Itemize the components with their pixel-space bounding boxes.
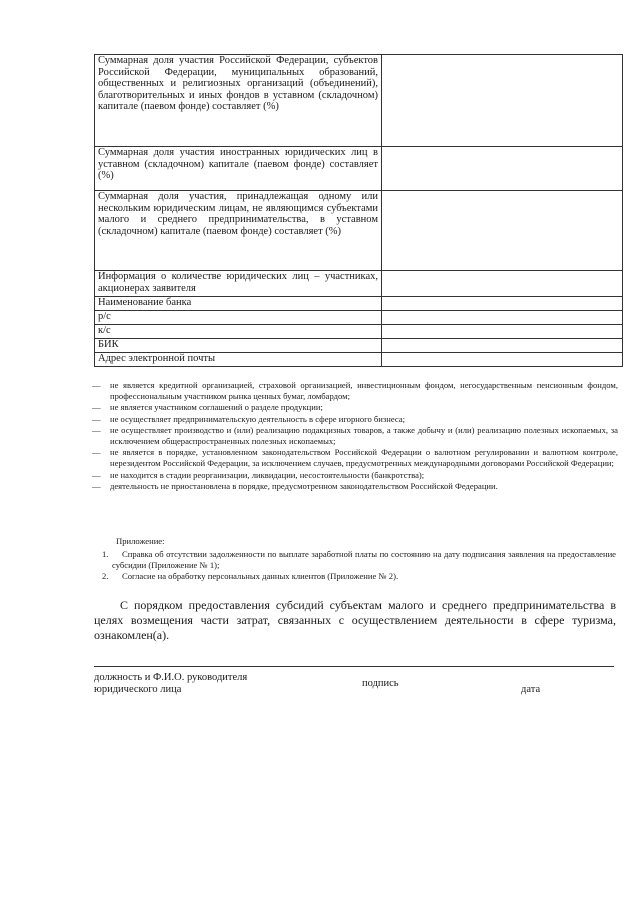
row-value-field[interactable]	[382, 311, 623, 325]
row-value-field[interactable]	[382, 55, 623, 147]
row-value-field[interactable]	[382, 353, 623, 367]
table-row	[95, 297, 623, 311]
date-caption: дата	[521, 684, 541, 695]
row-label: р/с	[95, 311, 382, 325]
row-label: Наименование банка	[95, 297, 382, 311]
table-row	[95, 55, 623, 147]
list-item: — не является в порядке, установленном законодательством Российской Федерации о валютном регулировании и валютном контроле, нерезидентом Российской Федерации, за исключением случаев, предусмотренных международными договорами Российской Федерации;	[92, 447, 618, 469]
row-value-field[interactable]	[382, 297, 623, 311]
row-label: Адрес электронной почты	[95, 353, 382, 367]
eligibility-conditions-list	[92, 380, 618, 492]
applicant-info-table	[94, 54, 623, 367]
signature-line	[94, 666, 614, 667]
appendix-item-text: Справка об отсутствии задолженности по выплате заработной платы по состоянию на дату подписания заявления на предоставление субсидии (Приложение № 1);	[112, 549, 616, 570]
list-item: — не осуществляет предпринимательскую деятельность в сфере игорного бизнеса;	[92, 414, 618, 425]
list-item: — деятельность не приостановлена в порядке, предусмотренном законодательством Российской Федерации.	[92, 481, 618, 492]
row-value-field[interactable]	[382, 271, 623, 297]
position-caption-line: должность и Ф.И.О. руководителя	[94, 672, 248, 683]
row-label: БИК	[95, 339, 382, 353]
row-value-field[interactable]	[382, 191, 623, 271]
list-item	[104, 571, 616, 582]
row-value-field[interactable]	[382, 339, 623, 353]
row-label: Суммарная доля участия Российской Федерации, субъектов Российской Федерации, муниципальных образований, общественных и религиозных организаций (объединений), благотворительных и иных фондов в уставном (складочном) капитале (паевом фонде) составляет (%)	[95, 55, 382, 147]
row-label: Суммарная доля участия иностранных юридических лиц в уставном (складочном) капитале (паевом фонде) составляет (%)	[95, 147, 382, 191]
list-item: — не является кредитной организацией, страховой организацией, инвестиционным фондом, негосударственным пенсионным фондом, профессиональным участником рынка ценных бумаг, ломбардом;	[92, 380, 618, 402]
row-label: Информация о количестве юридических лиц – участниках, акционерах заявителя	[95, 271, 382, 297]
table-row	[95, 325, 623, 339]
appendix-section	[104, 536, 616, 582]
row-value-field[interactable]	[382, 325, 623, 339]
list-item	[104, 549, 616, 571]
agreement-paragraph: С порядком предоставления субсидий субъектам малого и среднего предпринимательства в целях возмещения части затрат, связанных с осуществлением деятельности в сфере туризма, ознакомлен(а).	[94, 598, 616, 642]
list-item: — не находится в стадии реорганизации, ликвидации, несостоятельности (банкротства);	[92, 470, 618, 481]
signature-caption: подпись	[362, 678, 399, 689]
table-row	[95, 353, 623, 367]
table-row	[95, 271, 623, 297]
row-value-field[interactable]	[382, 147, 623, 191]
row-label: к/с	[95, 325, 382, 339]
table-row	[95, 339, 623, 353]
position-caption-line: юридического лица	[94, 684, 182, 695]
position-caption	[94, 672, 247, 696]
list-item: — не является участником соглашений о разделе продукции;	[92, 402, 618, 413]
appendix-title: Приложение:	[116, 536, 165, 546]
table-row	[95, 311, 623, 325]
table-row	[95, 147, 623, 191]
list-item: — не осуществляет производство и (или) реализацию подакцизных товаров, а также добычу и (или) реализацию полезных ископаемых, за исключением общераспространенных полезных ископаемых;	[92, 425, 618, 447]
appendix-item-number: 1.	[102, 549, 109, 559]
appendix-item-text: Согласие на обработку персональных данных клиентов (Приложение № 2).	[122, 571, 399, 581]
appendix-item-number: 2.	[102, 571, 109, 581]
table-row	[95, 191, 623, 271]
appendix-list	[104, 549, 616, 582]
row-label: Суммарная доля участия, принадлежащая одному или нескольким юридическим лицам, не являющимся субъектами малого и среднего предпринимательства, в уставном (складочном) капитале (паевом фонде) составляет (%)	[95, 191, 382, 271]
